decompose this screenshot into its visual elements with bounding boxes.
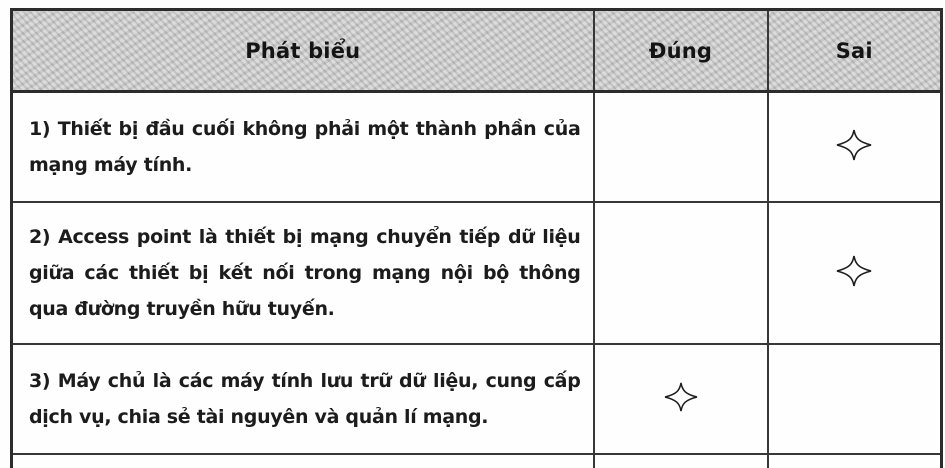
statement-cell [12,202,594,344]
true-false-table [10,8,943,468]
dung-cell [594,344,768,454]
statement-text: 2) Access point là thiết bị mạng chuyển tiếp dữ liệu giữa các thiết bị kết nối trong mạng nội bộ thông qua đường truyền hữu tuyến. [29,225,581,320]
statement-cell [12,454,594,468]
table-row-partial [12,454,942,468]
four-pointed-star-icon [664,382,698,412]
sai-cell [768,454,942,468]
dung-cell [594,92,768,202]
table-row [12,344,942,454]
table-row [12,92,942,202]
sai-column-header: Sai [768,10,942,92]
statement-cell [12,92,594,202]
table-row [12,202,942,344]
statement-text: 3) Máy chủ là các máy tính lưu trữ dữ liệu, cung cấp dịch vụ, chia sẻ tài nguyên và quản lí mạng. [29,369,581,428]
statement-cell [12,344,594,454]
statement-text: 1) Thiết bị đầu cuối không phải một thành phần của mạng máy tính. [29,117,581,176]
dung-cell [594,454,768,468]
header-row [12,10,942,92]
statement-column-header: Phát biểu [12,10,594,92]
sai-cell [768,344,942,454]
four-pointed-star-icon [836,255,872,287]
sai-cell [768,202,942,344]
four-pointed-star-icon [836,129,872,161]
dung-column-header: Đúng [594,10,768,92]
dung-cell [594,202,768,344]
sai-cell [768,92,942,202]
